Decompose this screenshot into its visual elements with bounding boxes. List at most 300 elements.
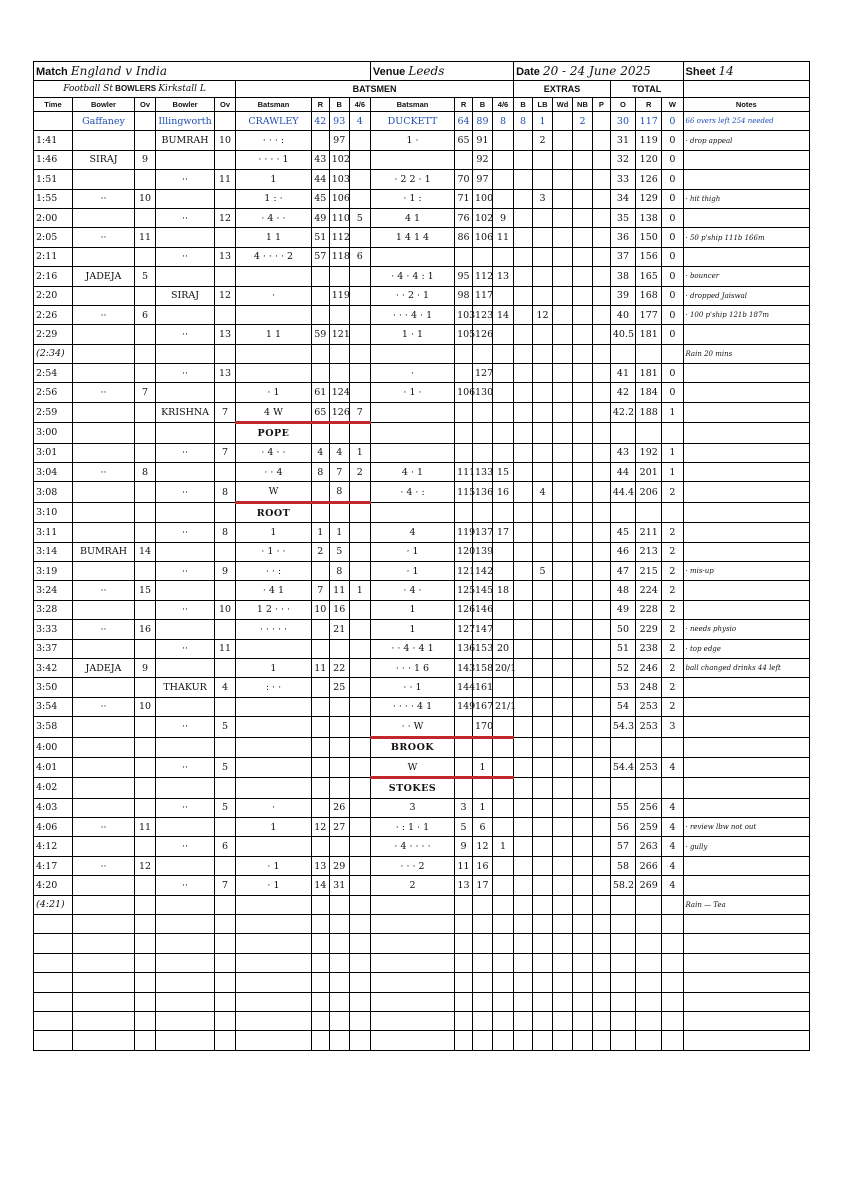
- total-runs: 119: [636, 131, 662, 150]
- extras-legbyes: [533, 778, 553, 798]
- blank-cell: [215, 1031, 236, 1050]
- bowler-2: BUMRAH: [156, 131, 215, 150]
- extras-wides: [552, 423, 572, 443]
- extras-penalty: [592, 286, 610, 305]
- bowler-1: [72, 523, 134, 542]
- bowler-2: ··: [156, 443, 215, 462]
- extras-wides: [552, 620, 572, 639]
- batsman-1-fours-sixes: [349, 502, 370, 522]
- extras-byes: [514, 876, 533, 895]
- batsman-1-fours-sixes: 4: [349, 112, 370, 131]
- total-overs: 54.4: [610, 757, 635, 777]
- column-header-18: O: [610, 98, 635, 112]
- extras-noballs: [572, 502, 592, 522]
- batsman-1-fours-sixes: [349, 717, 370, 737]
- extras-penalty: [592, 502, 610, 522]
- batsman-1-balls-faced: [329, 895, 349, 914]
- total-overs: [610, 737, 635, 757]
- bowler-2: [156, 737, 215, 757]
- venue-cell: [370, 62, 513, 81]
- batsman-1-balls: 1 : ·: [236, 189, 312, 208]
- blank-cell: [683, 992, 810, 1011]
- bowler-1: JADEJA: [72, 658, 134, 677]
- batsman-2-balls: · 1 :: [370, 189, 454, 208]
- time: 3:00: [34, 423, 73, 443]
- batsman-2-balls: 4 1: [370, 208, 454, 227]
- note: [683, 482, 810, 502]
- blank-cell: [683, 953, 810, 972]
- total-overs: 48: [610, 581, 635, 600]
- batsman-2-runs: 149: [455, 697, 473, 716]
- bowler-1: ··: [72, 581, 134, 600]
- time: 3:04: [34, 463, 73, 482]
- over-2: [215, 856, 236, 875]
- bowler-2: [156, 697, 215, 716]
- column-header-13: B: [514, 98, 533, 112]
- blank-cell: [514, 992, 533, 1011]
- over-1: 5: [135, 267, 156, 286]
- batsman-2-runs: 103: [455, 305, 473, 324]
- extras-penalty: [592, 837, 610, 856]
- blank-cell: [610, 973, 635, 992]
- blank-row: [34, 992, 810, 1011]
- batsman-1-runs: 10: [311, 600, 329, 619]
- total-overs: 42: [610, 383, 635, 402]
- batsman-2-runs: [455, 717, 473, 737]
- batsman-2-runs: 125: [455, 581, 473, 600]
- blank-cell: [662, 973, 683, 992]
- blank-cell: [72, 915, 134, 934]
- column-header-3: Bowler: [156, 98, 215, 112]
- column-header-7: B: [329, 98, 349, 112]
- time: 4:02: [34, 778, 73, 798]
- batsman-2-fours-sixes: [492, 778, 513, 798]
- batsman-1-runs: 65: [311, 402, 329, 422]
- bowler-1: [72, 876, 134, 895]
- batsman-1-runs: 13: [311, 856, 329, 875]
- time: 3:54: [34, 697, 73, 716]
- extras-penalty: [592, 678, 610, 697]
- batsman-2-balls-faced: 123: [472, 305, 492, 324]
- bowler-2: [156, 463, 215, 482]
- batsman-1-balls-faced: 124: [329, 383, 349, 402]
- note: · needs physio: [683, 620, 810, 639]
- blank-cell: [455, 1011, 473, 1030]
- blank-cell: [34, 1031, 73, 1050]
- blank-cell: [636, 973, 662, 992]
- bowler-2: [156, 383, 215, 402]
- extras-legbyes: [533, 170, 553, 189]
- batsman-1-balls: · 1: [236, 856, 312, 875]
- batsman-2-balls: · 4 · :: [370, 482, 454, 502]
- total-overs: 34: [610, 189, 635, 208]
- batsman-1-runs: [311, 620, 329, 639]
- extras-legbyes: [533, 600, 553, 619]
- time: 2:29: [34, 325, 73, 344]
- extras-wides: [552, 561, 572, 580]
- extras-penalty: [592, 189, 610, 208]
- column-header-8: 4/6: [349, 98, 370, 112]
- extras-byes: [514, 267, 533, 286]
- blank-cell: [636, 915, 662, 934]
- bowler-2: ··: [156, 325, 215, 344]
- extras-legbyes: [533, 443, 553, 462]
- extras-legbyes: [533, 581, 553, 600]
- total-overs: 40: [610, 305, 635, 324]
- batsman-2-balls-faced: 100: [472, 189, 492, 208]
- bowler-2: [156, 502, 215, 522]
- score-row: [34, 208, 810, 227]
- extras-noballs: [572, 895, 592, 914]
- blank-cell: [311, 934, 329, 953]
- blank-cell: [572, 1031, 592, 1050]
- batsman-1-balls: ROOT: [236, 502, 312, 522]
- bowler-2: [156, 895, 215, 914]
- total-overs: 47: [610, 561, 635, 580]
- blank-row: [34, 1011, 810, 1030]
- time: (2:34): [34, 344, 73, 363]
- batsman-2-fours-sixes: 9: [492, 208, 513, 227]
- column-header-19: R: [636, 98, 662, 112]
- batsman-1-fours-sixes: 1: [349, 581, 370, 600]
- over-2: [215, 778, 236, 798]
- header-row: [34, 62, 810, 81]
- column-header-0: Time: [34, 98, 73, 112]
- batsman-1-fours-sixes: [349, 523, 370, 542]
- over-1: [135, 402, 156, 422]
- batsman-1-balls-faced: [329, 305, 349, 324]
- bowler-2: [156, 344, 215, 363]
- extras-legbyes: 3: [533, 189, 553, 208]
- time: (4:21): [34, 895, 73, 914]
- extras-legbyes: [533, 818, 553, 837]
- blank-cell: [349, 934, 370, 953]
- batsman-2-balls-faced: 147: [472, 620, 492, 639]
- total-overs: 54: [610, 697, 635, 716]
- blank-cell: [455, 953, 473, 972]
- batsman-1-fours-sixes: 5: [349, 208, 370, 227]
- extras-legbyes: [533, 757, 553, 777]
- batsman-1-runs: [311, 737, 329, 757]
- time: 2:56: [34, 383, 73, 402]
- total-overs: 46: [610, 542, 635, 561]
- total-wickets: 0: [662, 383, 683, 402]
- batsman-2-balls: · · 2 · 1: [370, 286, 454, 305]
- over-2: 6: [215, 837, 236, 856]
- batsman-2-runs: 105: [455, 325, 473, 344]
- extras-penalty: [592, 131, 610, 150]
- total-overs: 54.3: [610, 717, 635, 737]
- over-2: 12: [215, 286, 236, 305]
- blank-cell: [135, 992, 156, 1011]
- blank-cell: [492, 1011, 513, 1030]
- blank-cell: [370, 992, 454, 1011]
- batsman-1-runs: [311, 895, 329, 914]
- batsman-2-runs: 71: [455, 189, 473, 208]
- note: [683, 798, 810, 817]
- column-header-21: Notes: [683, 98, 810, 112]
- blank-cell: [370, 973, 454, 992]
- extras-penalty: [592, 639, 610, 658]
- column-header-5: Batsman: [236, 98, 312, 112]
- batsman-2-runs: 3: [455, 798, 473, 817]
- note: · 100 p'ship 121b 187m: [683, 305, 810, 324]
- extras-byes: [514, 837, 533, 856]
- extras-penalty: [592, 228, 610, 247]
- batsman-1-runs: 49: [311, 208, 329, 227]
- batsman-1-runs: 8: [311, 463, 329, 482]
- extras-byes: [514, 798, 533, 817]
- batsman-2-fours-sixes: [492, 895, 513, 914]
- note: [683, 523, 810, 542]
- bowler-1: [72, 798, 134, 817]
- total-runs: [636, 423, 662, 443]
- score-row: [34, 542, 810, 561]
- batsman-2-balls: [370, 402, 454, 422]
- batsman-1-runs: [311, 502, 329, 522]
- batsman-1-fours-sixes: [349, 542, 370, 561]
- blank-cell: [236, 973, 312, 992]
- note: [683, 778, 810, 798]
- total-overs: 43: [610, 443, 635, 462]
- score-row: [34, 286, 810, 305]
- bowler-1: [72, 344, 134, 363]
- batsman-2-balls: 1: [370, 620, 454, 639]
- batsman-2-balls-faced: 92: [472, 150, 492, 169]
- over-2: 13: [215, 364, 236, 383]
- batsman-1-balls: [236, 305, 312, 324]
- bowler-1: [72, 131, 134, 150]
- note: [683, 678, 810, 697]
- total-runs: 253: [636, 697, 662, 716]
- blank-cell: [236, 953, 312, 972]
- blank-cell: [72, 1011, 134, 1030]
- sheet-value: 14: [718, 64, 734, 78]
- blank-cell: [592, 992, 610, 1011]
- date-label: Date: [516, 66, 540, 78]
- column-header-12: 4/6: [492, 98, 513, 112]
- over-1: 10: [135, 697, 156, 716]
- over-2: [215, 581, 236, 600]
- batsman-2-balls: BROOK: [370, 737, 454, 757]
- batsman-1-runs: [311, 364, 329, 383]
- note: [683, 697, 810, 716]
- over-2: 8: [215, 482, 236, 502]
- bowler-2: [156, 818, 215, 837]
- batsman-1-balls: : · ·: [236, 678, 312, 697]
- extras-byes: [514, 895, 533, 914]
- bowler-1: ··: [72, 620, 134, 639]
- batsman-2-runs: 11: [455, 856, 473, 875]
- batsman-2-balls-faced: 126: [472, 325, 492, 344]
- extras-legbyes: [533, 717, 553, 737]
- over-1: 7: [135, 383, 156, 402]
- over-2: [215, 228, 236, 247]
- time: 2:54: [34, 364, 73, 383]
- blank-cell: [592, 973, 610, 992]
- score-row: [34, 581, 810, 600]
- batsman-1-balls: · 4 · ·: [236, 208, 312, 227]
- total-overs: 52: [610, 658, 635, 677]
- extras-noballs: [572, 600, 592, 619]
- blank-cell: [472, 915, 492, 934]
- blank-cell: [135, 915, 156, 934]
- total-wickets: [662, 778, 683, 798]
- batsman-1-balls: [236, 895, 312, 914]
- score-row: [34, 150, 810, 169]
- total-wickets: 2: [662, 561, 683, 580]
- batsman-2-fours-sixes: 21/1: [492, 697, 513, 716]
- over-1: [135, 639, 156, 658]
- extras-wides: [552, 542, 572, 561]
- blank-cell: [610, 992, 635, 1011]
- blank-cell: [533, 915, 553, 934]
- total-wickets: 2: [662, 658, 683, 677]
- batsman-2-balls: [370, 247, 454, 266]
- batsman-1-balls: · · · · 1: [236, 150, 312, 169]
- extras-noballs: [572, 561, 592, 580]
- batsman-1-fours-sixes: [349, 286, 370, 305]
- batsman-1-runs: 14: [311, 876, 329, 895]
- extras-byes: [514, 542, 533, 561]
- extras-penalty: [592, 542, 610, 561]
- extras-noballs: [572, 402, 592, 422]
- score-row: [34, 856, 810, 875]
- extras-penalty: [592, 600, 610, 619]
- total-wickets: 4: [662, 837, 683, 856]
- extras-noballs: [572, 170, 592, 189]
- batsman-2-balls: 4: [370, 523, 454, 542]
- batsman-1-balls-faced: [329, 717, 349, 737]
- batsman-1-balls: ·: [236, 798, 312, 817]
- batsman-1-runs: [311, 639, 329, 658]
- over-1: 9: [135, 658, 156, 677]
- bowler-1: [72, 208, 134, 227]
- extras-byes: [514, 581, 533, 600]
- total-wickets: 2: [662, 678, 683, 697]
- total-runs: 206: [636, 482, 662, 502]
- batsman-2-balls: ·: [370, 364, 454, 383]
- over-1: [135, 737, 156, 757]
- batsman-2-balls-faced: 153: [472, 639, 492, 658]
- score-row: [34, 482, 810, 502]
- batsman-1-balls: [236, 364, 312, 383]
- score-row: [34, 247, 810, 266]
- blank-cell: [636, 992, 662, 1011]
- extras-noballs: [572, 463, 592, 482]
- time: 4:17: [34, 856, 73, 875]
- batsman-1-balls: 1 2 · · ·: [236, 600, 312, 619]
- blank-cell: [533, 934, 553, 953]
- extras-legbyes: [533, 423, 553, 443]
- bowler-2: ··: [156, 561, 215, 580]
- bowler-1: [72, 325, 134, 344]
- extras-noballs: [572, 247, 592, 266]
- batsman-1-balls: CRAWLEY: [236, 112, 312, 131]
- blank-cell: [156, 1031, 215, 1050]
- note: [683, 150, 810, 169]
- total-wickets: 2: [662, 600, 683, 619]
- bowler-2: SIRAJ: [156, 286, 215, 305]
- blank-cell: [215, 992, 236, 1011]
- bowler-1: [72, 778, 134, 798]
- batsman-2-runs: 127: [455, 620, 473, 639]
- over-2: 7: [215, 876, 236, 895]
- total-runs: 129: [636, 189, 662, 208]
- batsman-1-fours-sixes: [349, 856, 370, 875]
- over-2: 5: [215, 798, 236, 817]
- batsman-1-fours-sixes: [349, 423, 370, 443]
- venue-value: Leeds: [408, 64, 445, 78]
- batsman-1-balls: · 1 · ·: [236, 542, 312, 561]
- batsman-2-runs: [455, 150, 473, 169]
- bowler-2: ··: [156, 170, 215, 189]
- batsman-1-balls-faced: 112: [329, 228, 349, 247]
- time: 3:14: [34, 542, 73, 561]
- note: [683, 502, 810, 522]
- total-wickets: 4: [662, 757, 683, 777]
- over-2: 5: [215, 717, 236, 737]
- extras-wides: [552, 228, 572, 247]
- bowler-1: [72, 757, 134, 777]
- total-overs: 58: [610, 856, 635, 875]
- batsman-2-fours-sixes: [492, 131, 513, 150]
- extras-legbyes: [533, 247, 553, 266]
- blank-cell: [514, 1031, 533, 1050]
- blank-cell: [135, 934, 156, 953]
- batsman-1-fours-sixes: 7: [349, 402, 370, 422]
- bowler-1: [72, 600, 134, 619]
- time: 4:06: [34, 818, 73, 837]
- blank-cell: [72, 973, 134, 992]
- note: [683, 443, 810, 462]
- batsman-2-balls: [370, 502, 454, 522]
- total-runs: 246: [636, 658, 662, 677]
- extras-noballs: [572, 778, 592, 798]
- over-2: [215, 189, 236, 208]
- batsman-1-balls-faced: 29: [329, 856, 349, 875]
- bowler-2: [156, 620, 215, 639]
- score-row: [34, 778, 810, 798]
- extras-byes: [514, 286, 533, 305]
- total-runs: 181: [636, 325, 662, 344]
- total-wickets: [662, 737, 683, 757]
- blank-cell: [552, 1031, 572, 1050]
- bowlers-right-end: Kirkstall L: [158, 84, 206, 94]
- extras-noballs: [572, 523, 592, 542]
- column-header-9: Batsman: [370, 98, 454, 112]
- time: 4:01: [34, 757, 73, 777]
- over-1: [135, 600, 156, 619]
- extras-byes: [514, 778, 533, 798]
- blank-cell: [349, 1031, 370, 1050]
- total-runs: 263: [636, 837, 662, 856]
- bowler-2: ··: [156, 247, 215, 266]
- extras-byes: [514, 344, 533, 363]
- over-1: 10: [135, 189, 156, 208]
- bowler-1: [72, 502, 134, 522]
- batsman-2-runs: 65: [455, 131, 473, 150]
- batsman-2-balls-faced: 136: [472, 482, 492, 502]
- extras-legbyes: [533, 876, 553, 895]
- total-wickets: 0: [662, 112, 683, 131]
- extras-wides: [552, 856, 572, 875]
- batsman-2-fours-sixes: [492, 561, 513, 580]
- blank-cell: [610, 934, 635, 953]
- score-row: [34, 402, 810, 422]
- over-2: 7: [215, 443, 236, 462]
- extras-noballs: [572, 798, 592, 817]
